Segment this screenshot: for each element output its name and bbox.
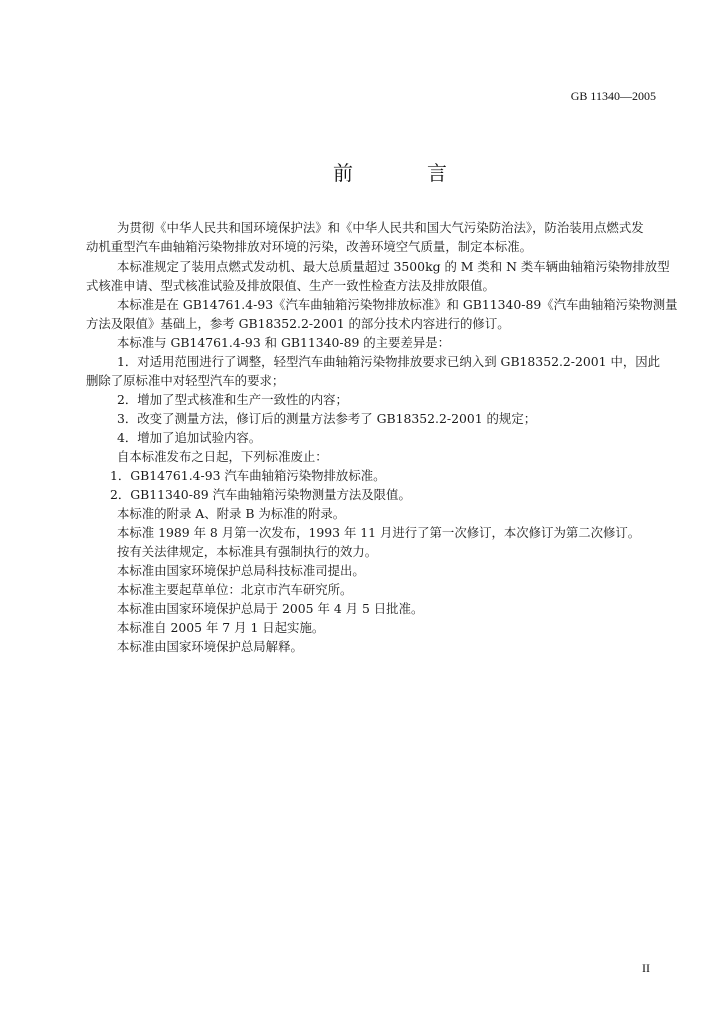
text-line: 自本标准发布之日起，下列标准废止：	[117, 449, 328, 464]
text-line: 动机重型汽车曲轴箱污染物排放对环境的污染，改善环境空气质量，制定本标准。	[86, 239, 533, 254]
text-line: 本标准是在 GB14761.4-93《汽车曲轴箱污染物排放标准》和 GB11340-89《汽车曲轴箱污染物测量	[117, 297, 678, 312]
text-line: 为贯彻《中华人民共和国环境保护法》和《中华人民共和国大气污染防治法》，防治装用点燃式发	[117, 220, 644, 235]
text-line: 1．对适用范围进行了调整，轻型汽车曲轴箱污染物排放要求已纳入到 GB18352.2-2001 中，因此	[117, 354, 661, 369]
text-line: 本标准由国家环境保护总局解释。	[117, 639, 303, 654]
text-line: 本标准与 GB14761.4-93 和 GB11340-89 的主要差异是：	[117, 335, 451, 350]
page-number: II	[642, 961, 650, 975]
text-line: 式核准申请、型式核准试验及排放限值、生产一致性检查方法及排放限值。	[86, 278, 495, 293]
text-line: 本标准由国家环境保护总局科技标准司提出。	[117, 563, 365, 578]
standard-number: GB 11340—2005	[570, 89, 656, 103]
text-line: 本标准自 2005 年 7 月 1 日起实施。	[117, 620, 325, 635]
text-line: 3．改变了测量方法，修订后的测量方法参考了 GB18352.2-2001 的规定；	[117, 411, 537, 426]
text-line: 2．GB11340-89 汽车曲轴箱污染物测量方法及限值。	[110, 487, 411, 502]
text-line: 本标准主要起草单位：北京市汽车研究所。	[117, 582, 353, 597]
text-line: 本标准由国家环境保护总局于 2005 年 4 月 5 日批准。	[117, 601, 424, 616]
text-line: 本标准规定了装用点燃式发动机、最大总质量超过 3500kg 的 M 类和 N 类车辆曲轴箱污染物排放型	[117, 259, 670, 274]
text-line: 方法及限值》基础上，参考 GB18352.2-2001 的部分技术内容进行的修订。	[86, 316, 510, 331]
text-line: 按有关法律规定，本标准具有强制执行的效力。	[117, 544, 378, 559]
text-line: 2．增加了型式核准和生产一致性的内容；	[117, 392, 348, 407]
text-line: 删除了原标准中对轻型汽车的要求；	[86, 373, 285, 388]
text-line: 本标准的附录 A、附录 B 为标准的附录。	[117, 506, 346, 521]
text-line: 4．增加了追加试验内容。	[117, 430, 262, 445]
page-title: 前 言	[333, 161, 474, 185]
text-line: 本标准 1989 年 8 月第一次发布，1993 年 11 月进行了第一次修订，本次修订为第二次修订。	[117, 525, 641, 540]
text-line: 1．GB14761.4-93 汽车曲轴箱污染物排放标准。	[110, 468, 386, 483]
